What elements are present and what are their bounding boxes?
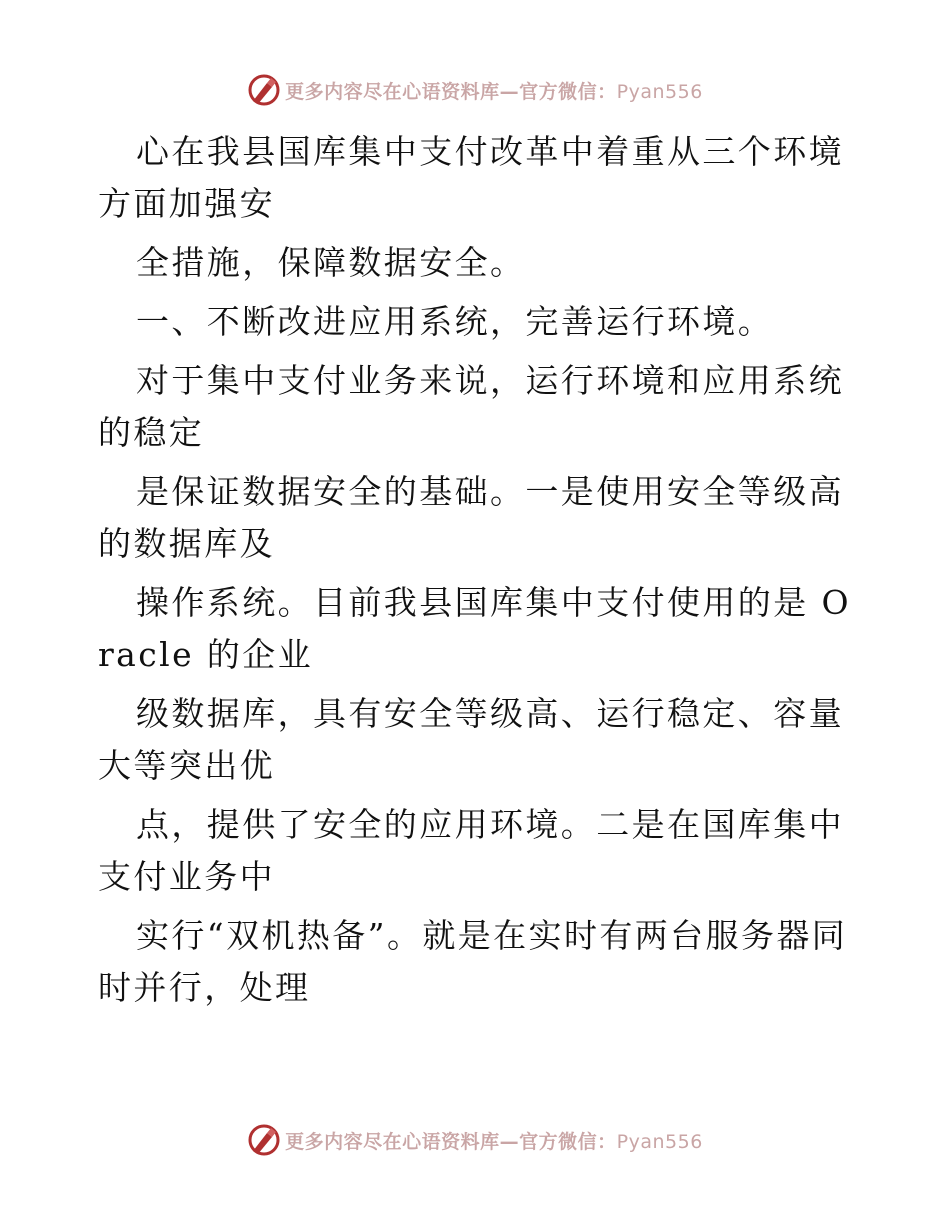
header-watermark	[0, 70, 950, 110]
paragraph: 操作系统。目前我县国库集中支付使用的是 Oracle 的企业	[98, 583, 851, 674]
watermark-wechat-id: Pyan556	[616, 80, 703, 103]
paragraph: 点，提供了安全的应用环境。二是在国库集中支付业务中	[98, 805, 844, 896]
watermark-text	[285, 77, 703, 104]
paragraph: 实行“双机热备”。就是在实时有两台服务器同时并行，处理	[98, 916, 848, 1007]
paragraph: 心在我县国库集中支付改革中着重从三个环境方面加强安	[98, 132, 844, 223]
paragraph: 级数据库，具有安全等级高、运行稳定、容量大等突出优	[98, 694, 844, 785]
pen-logo-icon	[247, 73, 281, 107]
pen-logo-icon	[247, 1123, 281, 1157]
paragraph: 全措施，保障数据安全。	[136, 243, 526, 282]
watermark-wechat-id: Pyan556	[616, 1130, 703, 1153]
paragraph: 一、不断改进应用系统，完善运行环境。	[136, 302, 774, 341]
document-body	[98, 126, 858, 1014]
paragraph: 是保证数据安全的基础。一是使用安全等级高的数据库及	[98, 472, 844, 563]
watermark-text	[285, 1127, 703, 1154]
footer-watermark	[0, 1120, 950, 1160]
watermark-label: 更多内容尽在心语资料库—官方微信：	[285, 1130, 617, 1153]
watermark-label: 更多内容尽在心语资料库—官方微信：	[285, 80, 617, 103]
paragraph: 对于集中支付业务来说，运行环境和应用系统的稳定	[98, 361, 844, 452]
